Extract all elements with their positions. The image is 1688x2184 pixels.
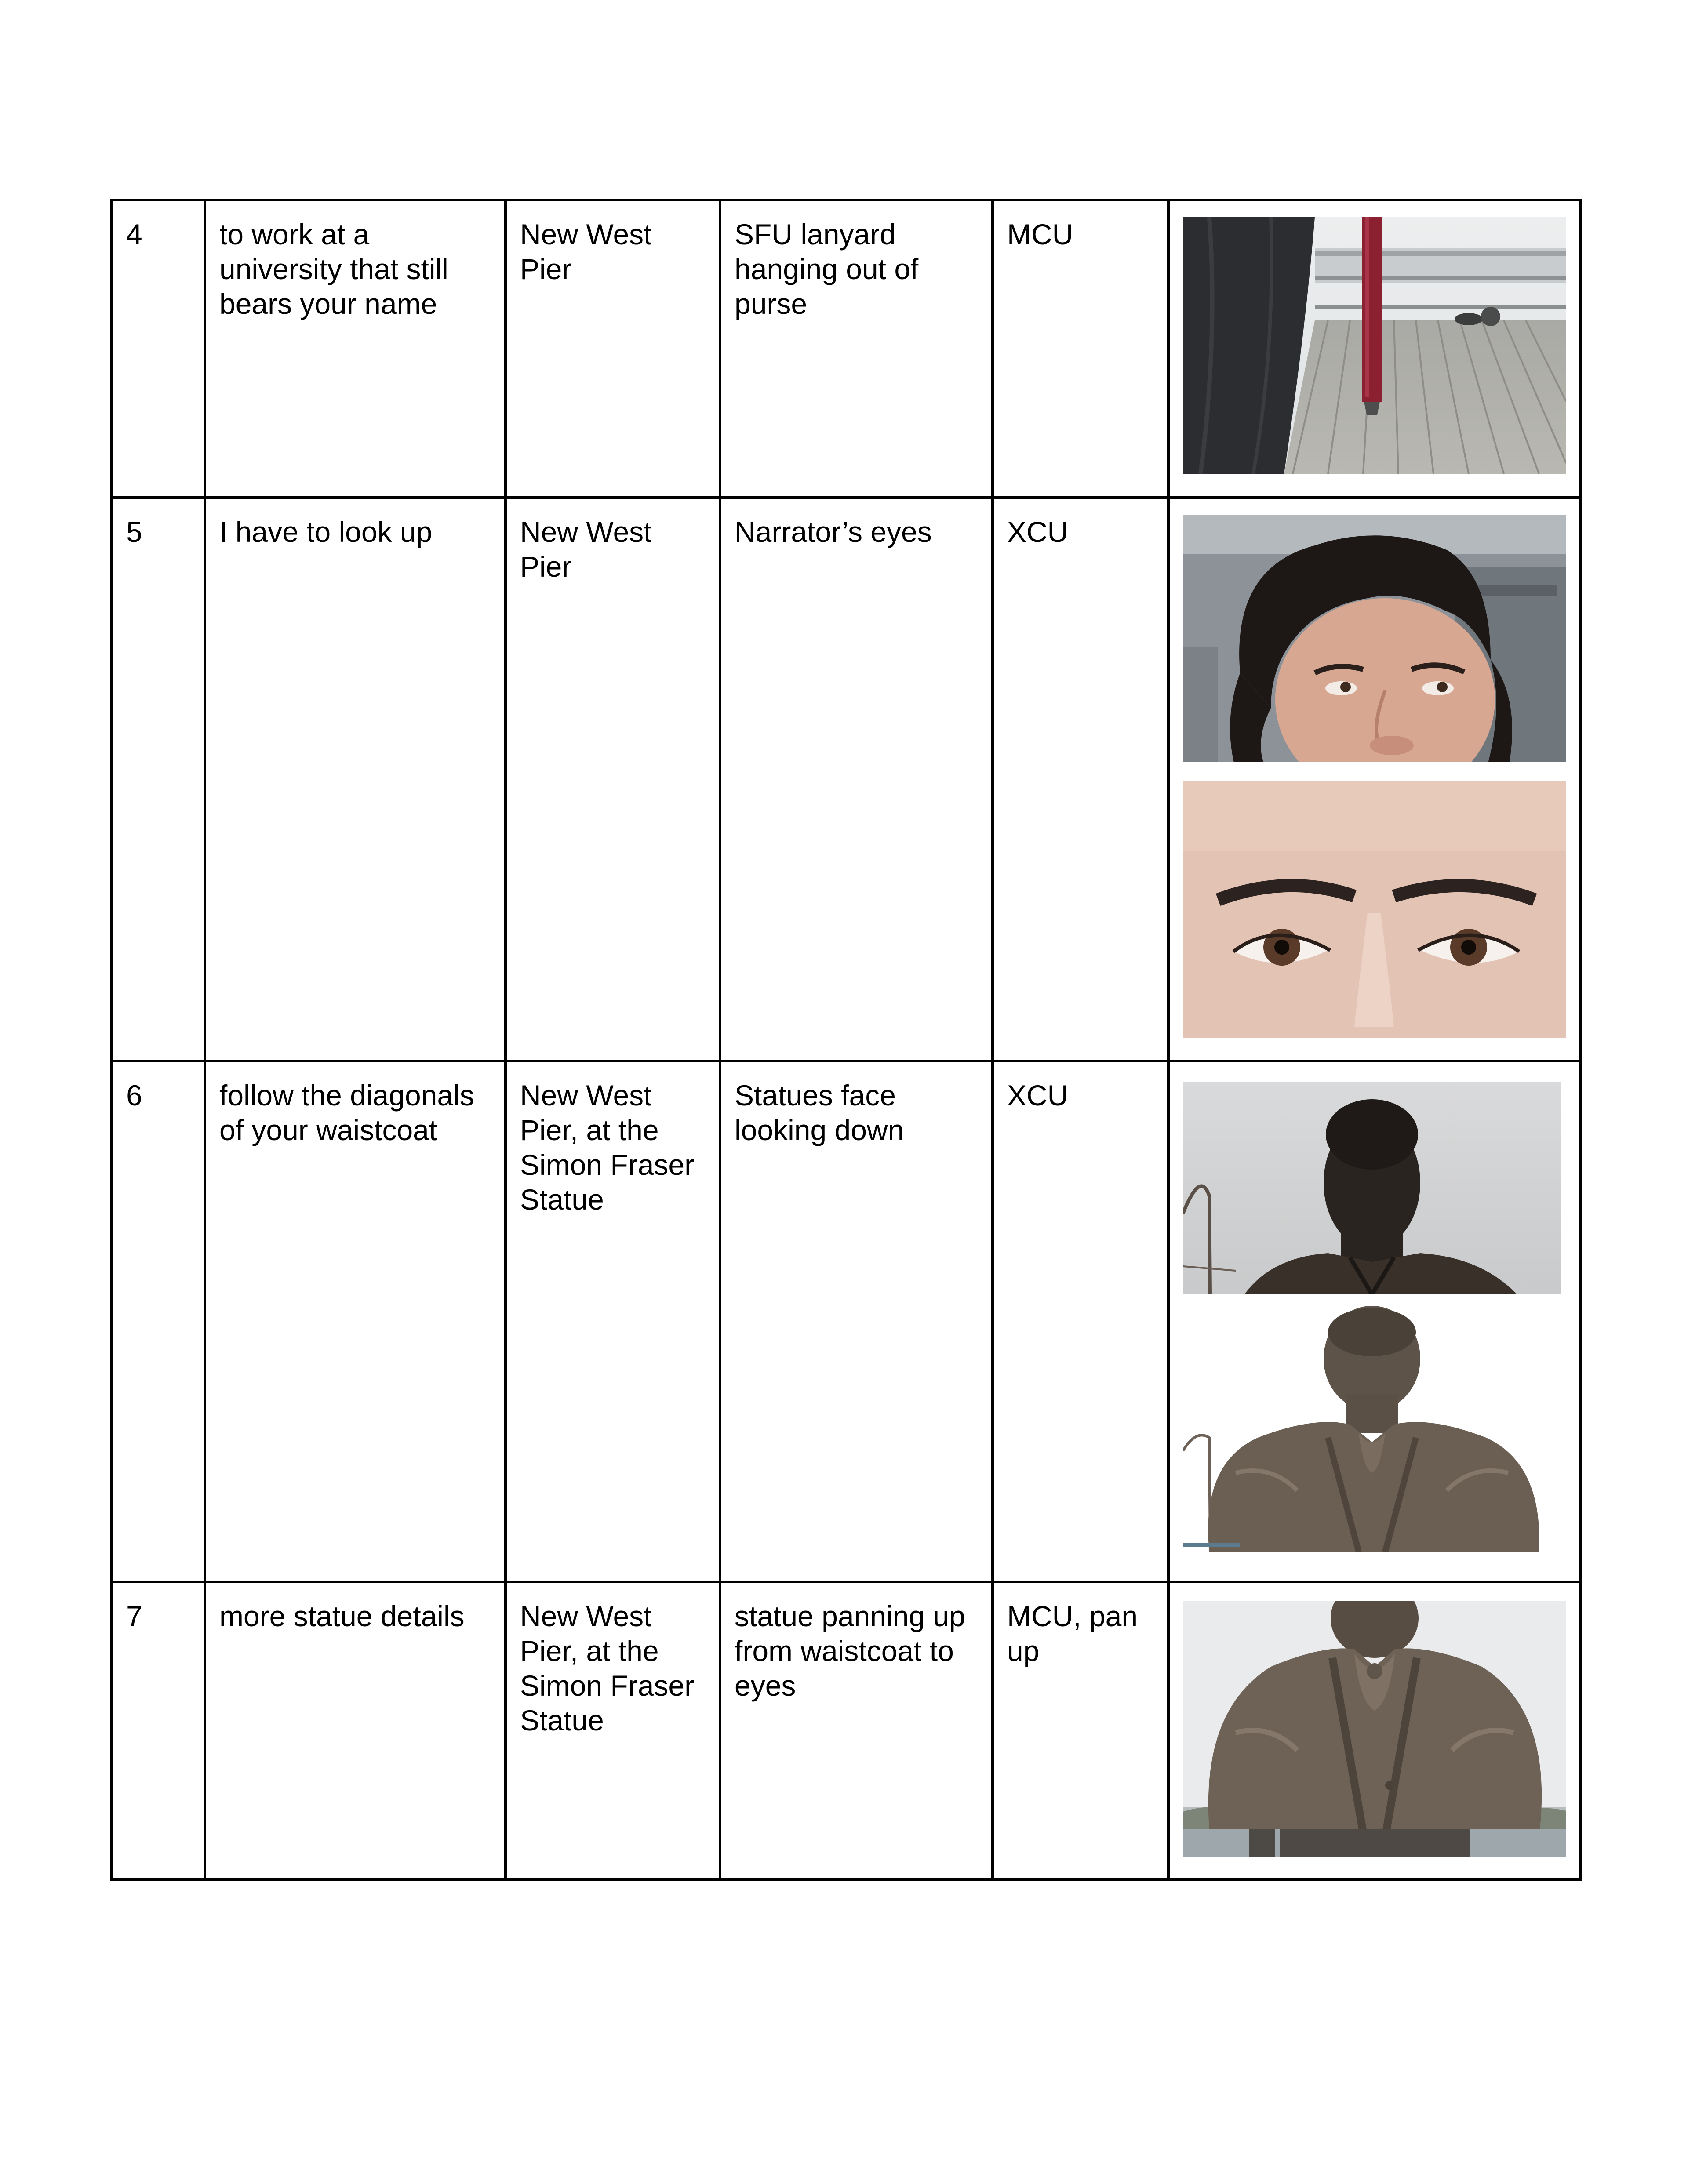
shot-type: MCU, pan up <box>993 1582 1168 1879</box>
scene-number: 4 <box>112 200 205 498</box>
shot-type: MCU <box>993 200 1168 498</box>
narration-text: follow the diagonals of your waistcoat <box>205 1061 506 1582</box>
location-text: New West Pier, at the Simon Fraser Statue <box>506 1061 720 1582</box>
statue-face-silhouette-photo <box>1183 1082 1566 1294</box>
storyboard-table <box>110 199 1582 1881</box>
subject-text: statue panning up from waistcoat to eyes <box>720 1582 993 1879</box>
narrator-looking-up-photo <box>1183 515 1566 770</box>
location-text: New West Pier, at the Simon Fraser Statue <box>506 1582 720 1879</box>
statue-bust-from-below-photo <box>1183 1306 1566 1552</box>
scene-number: 6 <box>112 1061 205 1582</box>
table-row <box>112 1582 1581 1879</box>
statue-waistcoat-photo <box>1183 1601 1566 1857</box>
table-row <box>112 498 1581 1061</box>
narration-text: to work at a university that still bears your name <box>205 200 506 498</box>
lanyard-photo <box>1183 217 1566 474</box>
shot-type: XCU <box>993 1061 1168 1582</box>
shot-type: XCU <box>993 498 1168 1061</box>
table-row <box>112 200 1581 498</box>
frame-cell <box>1168 200 1581 498</box>
subject-text: Statues face looking down <box>720 1061 993 1582</box>
location-text: New West Pier <box>506 200 720 498</box>
scene-number: 7 <box>112 1582 205 1879</box>
narrator-eyes-closeup-photo <box>1183 781 1566 1038</box>
scene-number: 5 <box>112 498 205 1061</box>
frame-cell <box>1168 1061 1581 1582</box>
location-text: New West Pier <box>506 498 720 1061</box>
table-row <box>112 1061 1581 1582</box>
subject-text: SFU lanyard hanging out of purse <box>720 200 993 498</box>
frame-cell <box>1168 498 1581 1061</box>
subject-text: Narrator’s eyes <box>720 498 993 1061</box>
narration-text: I have to look up <box>205 498 506 1061</box>
narration-text: more statue details <box>205 1582 506 1879</box>
frame-cell <box>1168 1582 1581 1879</box>
